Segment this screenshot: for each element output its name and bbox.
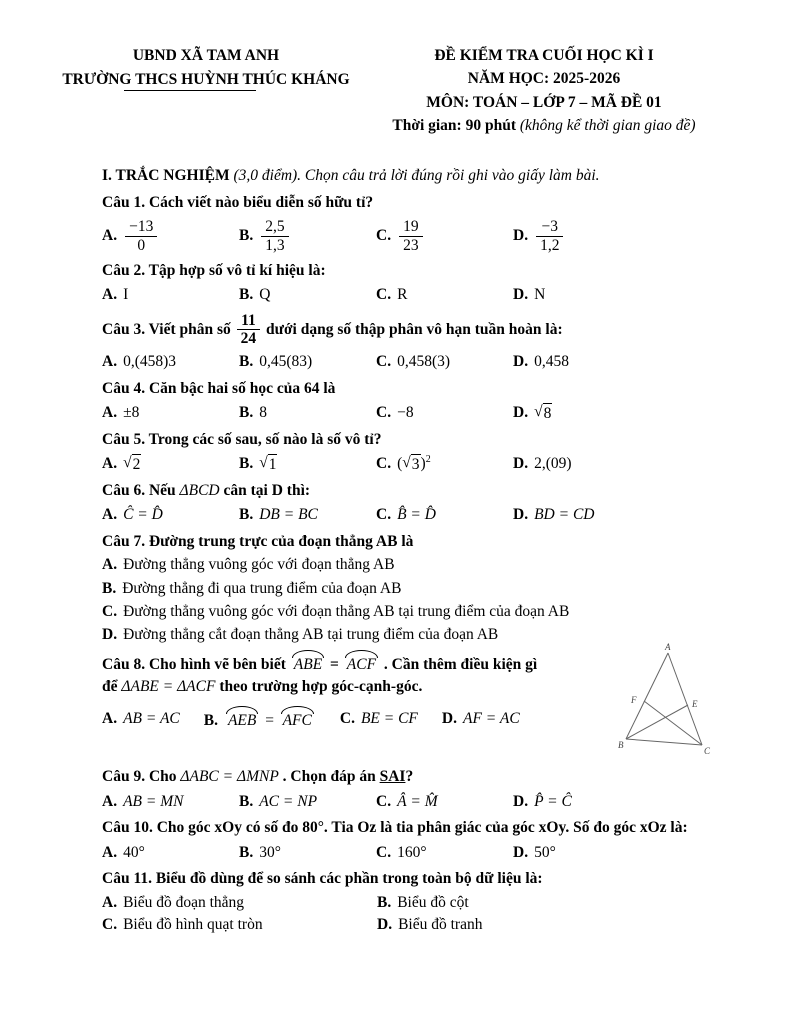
- option-5c: C. ( √ 3 )$^2$: [376, 454, 431, 474]
- question-1-options: [102, 217, 732, 256]
- school-year: NĂM HỌC: 2025-2026: [467, 70, 621, 88]
- sqrt-expression: √ 2: [123, 454, 141, 474]
- option-11c: C. Biểu đồ hình quạt tròn: [102, 916, 263, 934]
- segment-BC: [626, 739, 702, 745]
- triangle-notation: ΔBCD: [179, 481, 220, 499]
- question-7: [102, 531, 732, 647]
- question-6: [102, 480, 732, 527]
- fraction: $\frac{2,5}{1,3}$: [261, 218, 288, 255]
- option-2d: D. N: [513, 286, 546, 304]
- time-line: [356, 114, 732, 137]
- question-4-title: Câu 4. Căn bậc hai số học của 64 là: [102, 379, 336, 397]
- question-5-title: Câu 5. Trong các số sau, số nào là số vô tỉ?: [102, 430, 382, 448]
- vertex-label-C: C: [704, 745, 711, 756]
- vertex-label-F: F: [631, 694, 637, 705]
- option-4d: D. √ 8: [513, 403, 552, 423]
- subject-line: MÔN: TOÁN – LỚP 7 – MÃ ĐỀ 01: [426, 93, 662, 111]
- question-9-title: Câu 9. Cho ΔABC = ΔMNP . Chọn đáp án SAI?: [102, 768, 414, 786]
- section-desc: (3,0 điểm). Chọn câu trả lời đúng rồi ghi vào giấy làm bài.: [229, 167, 600, 184]
- angle-arc-notation: AEB: [224, 707, 260, 732]
- option-9b: B. AC = NP: [239, 792, 318, 810]
- option-2c: C. R: [376, 286, 408, 304]
- question-8-options: [102, 707, 582, 732]
- option-3a: A. 0,(458)3: [102, 353, 177, 371]
- triangle-notation: ΔABC = ΔMNP: [180, 768, 279, 786]
- angle-arc-notation: ABE: [290, 651, 326, 676]
- option-4c: C. −8: [376, 404, 414, 422]
- fraction: $\frac{-13}{0}$: [125, 218, 157, 255]
- option-6d: D. BD = CD: [513, 506, 595, 524]
- option-9c: C. Â = M̂: [376, 792, 438, 810]
- school-name: TRƯỜNG THCS HUỲNH THÚC KHÁNG: [62, 68, 349, 92]
- exponent: 2: [425, 454, 431, 465]
- question-6-title: Câu 6. Nếu ΔBCD cân tại D thì:: [102, 481, 311, 499]
- question-2-title: Câu 2. Tập hợp số vô tỉ kí hiệu là:: [102, 261, 326, 279]
- option-10a: A. 40°: [102, 843, 145, 861]
- fraction: $\frac{19}{23}$: [399, 218, 423, 255]
- option-8d: D. AF = AC: [441, 710, 520, 728]
- option-8c: C. BE = CF: [339, 710, 418, 728]
- option-10d: D. 50°: [513, 843, 556, 861]
- option-2b: B. Q: [239, 286, 271, 304]
- option-6b: B. DB = BC: [239, 506, 318, 524]
- question-1: [102, 192, 732, 255]
- angle-arc-notation: AFC: [279, 707, 316, 732]
- sqrt-expression: √ 1: [259, 454, 277, 474]
- question-7-title: Câu 7. Đường trung trực của đoạn thẳng AB là: [102, 532, 414, 550]
- option-7d: D. Đường thẳng cắt đoạn thẳng AB tại trung điểm của đoạn AB: [102, 626, 499, 644]
- segment-BE: [626, 705, 688, 739]
- question-5: [102, 429, 732, 476]
- option-11b: B. Biểu đồ cột: [377, 893, 469, 911]
- option-3d: D. 0,458: [513, 353, 569, 371]
- exam-body: [102, 165, 732, 937]
- question-10-options: [102, 842, 732, 864]
- triangle-notation: ΔABE = ΔACF: [121, 678, 216, 696]
- question-1-title: Câu 1. Cách viết nào biểu diễn số hữu tỉ?: [102, 194, 374, 212]
- option-4a: A. ±8: [102, 404, 140, 422]
- option-5b: B. √ 1: [239, 454, 277, 474]
- question-4: [102, 378, 732, 425]
- option-3b: B. 0,45(83): [239, 353, 313, 371]
- option-8b: B. AEB = AFC: [204, 707, 316, 732]
- option-1b: B. $\frac{2,5}{1,3}$: [239, 217, 376, 256]
- question-8: [102, 641, 732, 756]
- option-5d: D. 2,(09): [513, 455, 572, 473]
- vertex-label-B: B: [618, 739, 624, 750]
- option-8a: A. AB = AC: [102, 710, 180, 728]
- option-6c: C. B̂ = D̂: [376, 506, 436, 524]
- option-7b: B. Đường thẳng đi qua trung điểm của đoạn AB: [102, 579, 402, 597]
- option-2a: A. I: [102, 286, 129, 304]
- sqrt-expression: √ 3: [402, 454, 420, 474]
- option-1a: A. $\frac{-13}{0}$: [102, 217, 239, 256]
- option-1c: C. $\frac{19}{23}$: [376, 217, 513, 256]
- question-4-options: [102, 402, 732, 424]
- option-10b: B. 30°: [239, 843, 281, 861]
- question-11: [102, 868, 732, 936]
- option-7c: C. Đường thẳng vuông góc với đoạn thẳng AB tại trung điểm của đoạn AB: [102, 602, 570, 620]
- question-3-title: Câu 3. Viết phân số $\frac{11}{24}$ dưới dạng số thập phân vô hạn tuần hoàn là:: [102, 311, 563, 348]
- question-3: [102, 311, 732, 374]
- question-10-title: Câu 10. Cho góc xOy có số đo 80°. Tia Oz là tia phân giác của góc xOy. Số đo góc xOz là:: [102, 819, 688, 837]
- vertex-label-E: E: [692, 698, 698, 709]
- option-7a: A. Đường thẳng vuông góc với đoạn thẳng AB: [102, 556, 395, 574]
- question-2-options: [102, 284, 732, 306]
- option-5a: A. √ 2: [102, 454, 141, 474]
- question-11-title: Câu 11. Biểu đồ dùng để so sánh các phần trong toàn bộ dữ liệu là:: [102, 870, 543, 888]
- option-6a: A. Ĉ = D̂: [102, 506, 163, 524]
- time-bold: Thời gian: 90 phút: [392, 116, 520, 134]
- header-left: [56, 44, 356, 92]
- question-8-title-line1: Câu 8. Cho hình vẽ bên biết ABE = ACF . Cần thêm điều kiện gì: [102, 651, 582, 676]
- option-4b: B. 8: [239, 404, 267, 422]
- option-1d: D. $\frac{-3}{1,2}$: [513, 217, 732, 256]
- org-name: UBND XÃ TAM ANH: [132, 47, 280, 64]
- exam-title: ĐỀ KIỂM TRA CUỐI HỌC KÌ I: [434, 47, 654, 64]
- angle-arc-notation: ACF: [343, 651, 380, 676]
- question-8-title-line2: để ΔABE = ΔACF theo trường hợp góc-cạnh-góc.: [102, 678, 423, 696]
- question-10: [102, 817, 732, 864]
- question-9-options: [102, 791, 732, 813]
- header-right: [356, 44, 732, 137]
- question-9: [102, 766, 732, 813]
- sqrt-expression: √ 8: [534, 403, 552, 423]
- triangle-figure: [618, 641, 718, 757]
- section-1-heading: [102, 165, 732, 187]
- vertex-label-A: A: [665, 641, 671, 652]
- option-9d: D. P̂ = Ĉ: [513, 792, 572, 810]
- question-3-options: [102, 351, 732, 373]
- question-6-options: [102, 504, 732, 526]
- option-11a: A. Biểu đồ đoạn thẳng: [102, 893, 245, 911]
- option-10c: C. 160°: [376, 843, 427, 861]
- option-11d: D. Biểu đồ tranh: [377, 916, 483, 934]
- question-5-options: [102, 453, 732, 476]
- option-3c: C. 0,458(3): [376, 353, 451, 371]
- time-note: (không kể thời gian giao đề): [519, 116, 696, 134]
- fraction: $\frac{-3}{1,2}$: [536, 218, 563, 255]
- question-11-options: [102, 892, 732, 937]
- header: [56, 44, 732, 137]
- underlined-word: SAI: [379, 768, 406, 786]
- fraction: $\frac{11}{24}$: [237, 312, 261, 349]
- section-label: I. TRẮC NGHIỆM: [102, 167, 230, 184]
- option-9a: A. AB = MN: [102, 792, 184, 810]
- question-2: [102, 260, 732, 307]
